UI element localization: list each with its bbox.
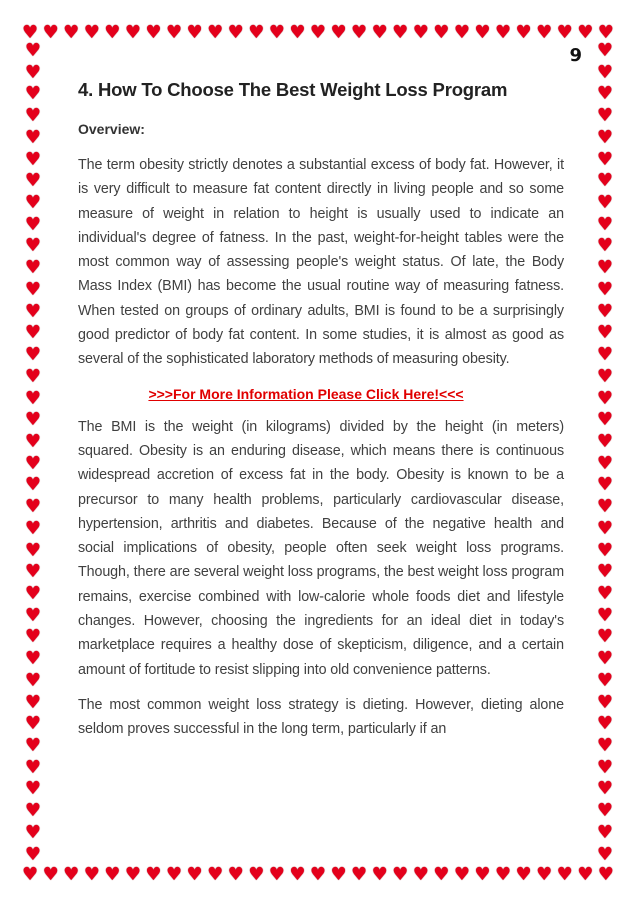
heart-icon: ♥ (289, 864, 306, 885)
heart-icon: ♥ (494, 864, 512, 885)
heart-icon: ♥ (596, 778, 614, 800)
heart-icon: ♥ (24, 452, 42, 474)
heart-icon: ♥ (371, 864, 388, 885)
heart-icon: ♥ (596, 713, 614, 735)
heart-icon: ♥ (42, 864, 59, 885)
more-information-link[interactable]: >>>For More Information Please Click Here!<<< (148, 385, 464, 402)
heart-icon: ♥ (24, 582, 42, 604)
heart-icon: ♥ (24, 756, 42, 778)
heart-icon: ♥ (596, 756, 614, 778)
heart-icon: ♥ (596, 105, 614, 127)
heart-icon: ♥ (596, 235, 614, 257)
heart-icon: ♥ (577, 864, 594, 885)
heart-icon: ♥ (63, 864, 80, 885)
page-content (78, 78, 564, 742)
heart-icon: ♥ (596, 843, 614, 864)
heart-icon: ♥ (24, 170, 42, 192)
heart-icon: ♥ (165, 864, 183, 885)
heart-icon: ♥ (268, 864, 285, 885)
heart-icon: ♥ (24, 669, 42, 691)
heart-border-bottom (22, 864, 614, 886)
heart-icon: ♥ (24, 192, 42, 214)
heart-icon: ♥ (596, 61, 614, 83)
heart-icon: ♥ (412, 864, 429, 885)
heart-icon: ♥ (22, 22, 39, 43)
heart-icon: ♥ (24, 843, 42, 864)
heart-icon: ♥ (515, 22, 532, 43)
section-title: 4. How To Choose The Best Weight Loss Program (78, 79, 508, 100)
heart-icon: ♥ (596, 322, 614, 344)
heart-icon: ♥ (596, 452, 614, 474)
heart-icon: ♥ (596, 409, 614, 431)
heart-border-left (22, 42, 44, 864)
heart-icon: ♥ (24, 821, 42, 843)
heart-icon: ♥ (24, 496, 42, 518)
heart-icon: ♥ (596, 691, 614, 713)
heart-icon: ♥ (330, 22, 347, 43)
heart-icon: ♥ (248, 864, 265, 885)
heart-icon: ♥ (24, 213, 42, 235)
heart-icon: ♥ (24, 300, 42, 322)
heart-icon: ♥ (596, 496, 614, 518)
heart-icon: ♥ (596, 561, 614, 583)
heart-icon: ♥ (536, 22, 553, 43)
heart-icon: ♥ (596, 148, 614, 170)
heart-icon: ♥ (596, 257, 614, 279)
link-line (78, 383, 564, 406)
heart-icon: ♥ (63, 22, 80, 43)
heart-icon: ♥ (24, 83, 42, 105)
page-number: 9 (569, 45, 582, 66)
heart-icon: ♥ (515, 864, 532, 885)
heart-icon: ♥ (289, 22, 306, 43)
heart-icon: ♥ (596, 539, 614, 561)
heart-icon: ♥ (24, 126, 42, 148)
heart-icon: ♥ (596, 365, 614, 387)
heart-icon: ♥ (596, 648, 614, 670)
heart-icon: ♥ (24, 387, 42, 409)
heart-icon: ♥ (24, 517, 42, 539)
heart-icon: ♥ (165, 22, 183, 43)
heart-icon: ♥ (24, 322, 42, 344)
heart-icon: ♥ (453, 22, 470, 43)
heart-icon: ♥ (248, 22, 265, 43)
heart-icon: ♥ (596, 126, 614, 148)
heart-icon: ♥ (186, 22, 203, 43)
heart-icon: ♥ (227, 22, 244, 43)
heart-icon: ♥ (596, 517, 614, 539)
heart-icon: ♥ (24, 61, 42, 83)
heart-icon: ♥ (24, 105, 42, 127)
heart-icon: ♥ (577, 22, 594, 43)
heart-icon: ♥ (24, 148, 42, 170)
paragraph-dieting: The most common weight loss strategy is dieting. However, dieting alone seldom proves successful in the long term, particularly if an (78, 696, 564, 738)
heart-icon: ♥ (24, 365, 42, 387)
heart-icon: ♥ (596, 300, 614, 322)
heart-icon: ♥ (596, 278, 614, 300)
heart-icon: ♥ (556, 22, 573, 43)
heart-icon: ♥ (330, 864, 347, 885)
heart-icon: ♥ (412, 22, 429, 43)
paragraph-intro: The term obesity strictly denotes a substantial excess of body fat. However, it is very difficult to measure fat content directly in living people and so some measure of weight in relation to height is usually used to indicate an individual's degree of fatness. In the past, weight-for-height tables were the most common way of assessing people's weight status. Of late, the Body Mass Index (BMI) has become the usual routine way of measuring fatness. When tested on groups of ordinary adults, BMI is found to be a surprisingly good predictor of body fat content. In some studies, it is almost as good as several of the sophisticated laboratory methods of measuring obesity. (78, 157, 564, 368)
heart-icon: ♥ (596, 213, 614, 235)
heart-icon: ♥ (24, 735, 42, 756)
heart-icon: ♥ (24, 430, 42, 452)
heart-icon: ♥ (24, 539, 42, 561)
heart-icon: ♥ (453, 864, 470, 885)
heart-icon: ♥ (207, 22, 224, 43)
heart-icon: ♥ (433, 864, 450, 885)
heart-icon: ♥ (24, 257, 42, 279)
heart-icon: ♥ (596, 735, 614, 756)
heart-icon: ♥ (24, 778, 42, 800)
heart-icon: ♥ (24, 626, 42, 648)
heart-icon: ♥ (474, 22, 491, 43)
heart-icon: ♥ (596, 626, 614, 648)
heart-icon: ♥ (22, 864, 39, 885)
heart-icon: ♥ (24, 474, 42, 496)
heart-icon: ♥ (145, 864, 162, 885)
heart-icon: ♥ (596, 83, 614, 105)
heart-icon: ♥ (494, 22, 512, 43)
heart-border-right (594, 42, 616, 864)
heart-icon: ♥ (104, 864, 121, 885)
heart-icon: ♥ (392, 864, 409, 885)
heart-icon: ♥ (42, 22, 59, 43)
heart-icon: ♥ (268, 22, 285, 43)
heart-icon: ♥ (24, 604, 42, 626)
heart-icon: ♥ (207, 864, 224, 885)
heart-icon: ♥ (597, 864, 614, 885)
heart-icon: ♥ (596, 800, 614, 822)
heart-icon: ♥ (309, 864, 327, 885)
heart-icon: ♥ (596, 192, 614, 214)
heart-icon: ♥ (556, 864, 573, 885)
heart-icon: ♥ (596, 430, 614, 452)
heart-icon: ♥ (474, 864, 491, 885)
heart-icon: ♥ (536, 864, 553, 885)
heart-icon: ♥ (596, 387, 614, 409)
heart-icon: ♥ (24, 800, 42, 822)
paragraph-bmi: The BMI is the weight (in kilograms) divided by the height (in meters) squared. Obesity is an enduring disease, which means there is continuous widespread accretion of excess fat in the body. Obesity is known to be a precursor to many health problems, particularly cardiovascular disease, hypertension, arthritis and diabetes. Because of the negative health and social implications of obesity, people often seek weight loss programs. Though, there are several weight loss programs, the best weight loss program remains, exercise combined with low-calorie whole foods diet and lifestyle changes. However, choosing the ingredients for an ideal diet in today's marketplace requires a healthy dose of skepticism, diligence, and a certain amount of fortitude to resist slipping into old convenience patterns. (78, 418, 564, 678)
heart-icon: ♥ (596, 474, 614, 496)
heart-icon: ♥ (596, 42, 614, 61)
heart-icon: ♥ (596, 604, 614, 626)
heart-icon: ♥ (24, 344, 42, 366)
heart-icon: ♥ (24, 561, 42, 583)
heart-icon: ♥ (433, 22, 450, 43)
heart-icon: ♥ (351, 22, 368, 43)
heart-icon: ♥ (596, 170, 614, 192)
heart-icon: ♥ (83, 22, 100, 43)
heart-icon: ♥ (24, 235, 42, 257)
heart-icon: ♥ (24, 42, 42, 61)
heart-icon: ♥ (596, 669, 614, 691)
heart-icon: ♥ (227, 864, 244, 885)
heart-icon: ♥ (24, 278, 42, 300)
heart-icon: ♥ (83, 864, 100, 885)
heart-icon: ♥ (351, 864, 368, 885)
heart-icon: ♥ (104, 22, 121, 43)
heart-icon: ♥ (597, 22, 614, 43)
heart-icon: ♥ (124, 22, 141, 43)
heart-border-top (22, 22, 614, 44)
heart-icon: ♥ (24, 409, 42, 431)
overview-label: Overview: (78, 121, 145, 137)
heart-icon: ♥ (24, 713, 42, 735)
heart-icon: ♥ (596, 582, 614, 604)
heart-icon: ♥ (309, 22, 327, 43)
heart-icon: ♥ (24, 648, 42, 670)
heart-icon: ♥ (124, 864, 141, 885)
heart-icon: ♥ (392, 22, 409, 43)
heart-icon: ♥ (371, 22, 388, 43)
heart-icon: ♥ (596, 344, 614, 366)
heart-icon: ♥ (596, 821, 614, 843)
heart-icon: ♥ (24, 691, 42, 713)
heart-icon: ♥ (145, 22, 162, 43)
heart-icon: ♥ (186, 864, 203, 885)
